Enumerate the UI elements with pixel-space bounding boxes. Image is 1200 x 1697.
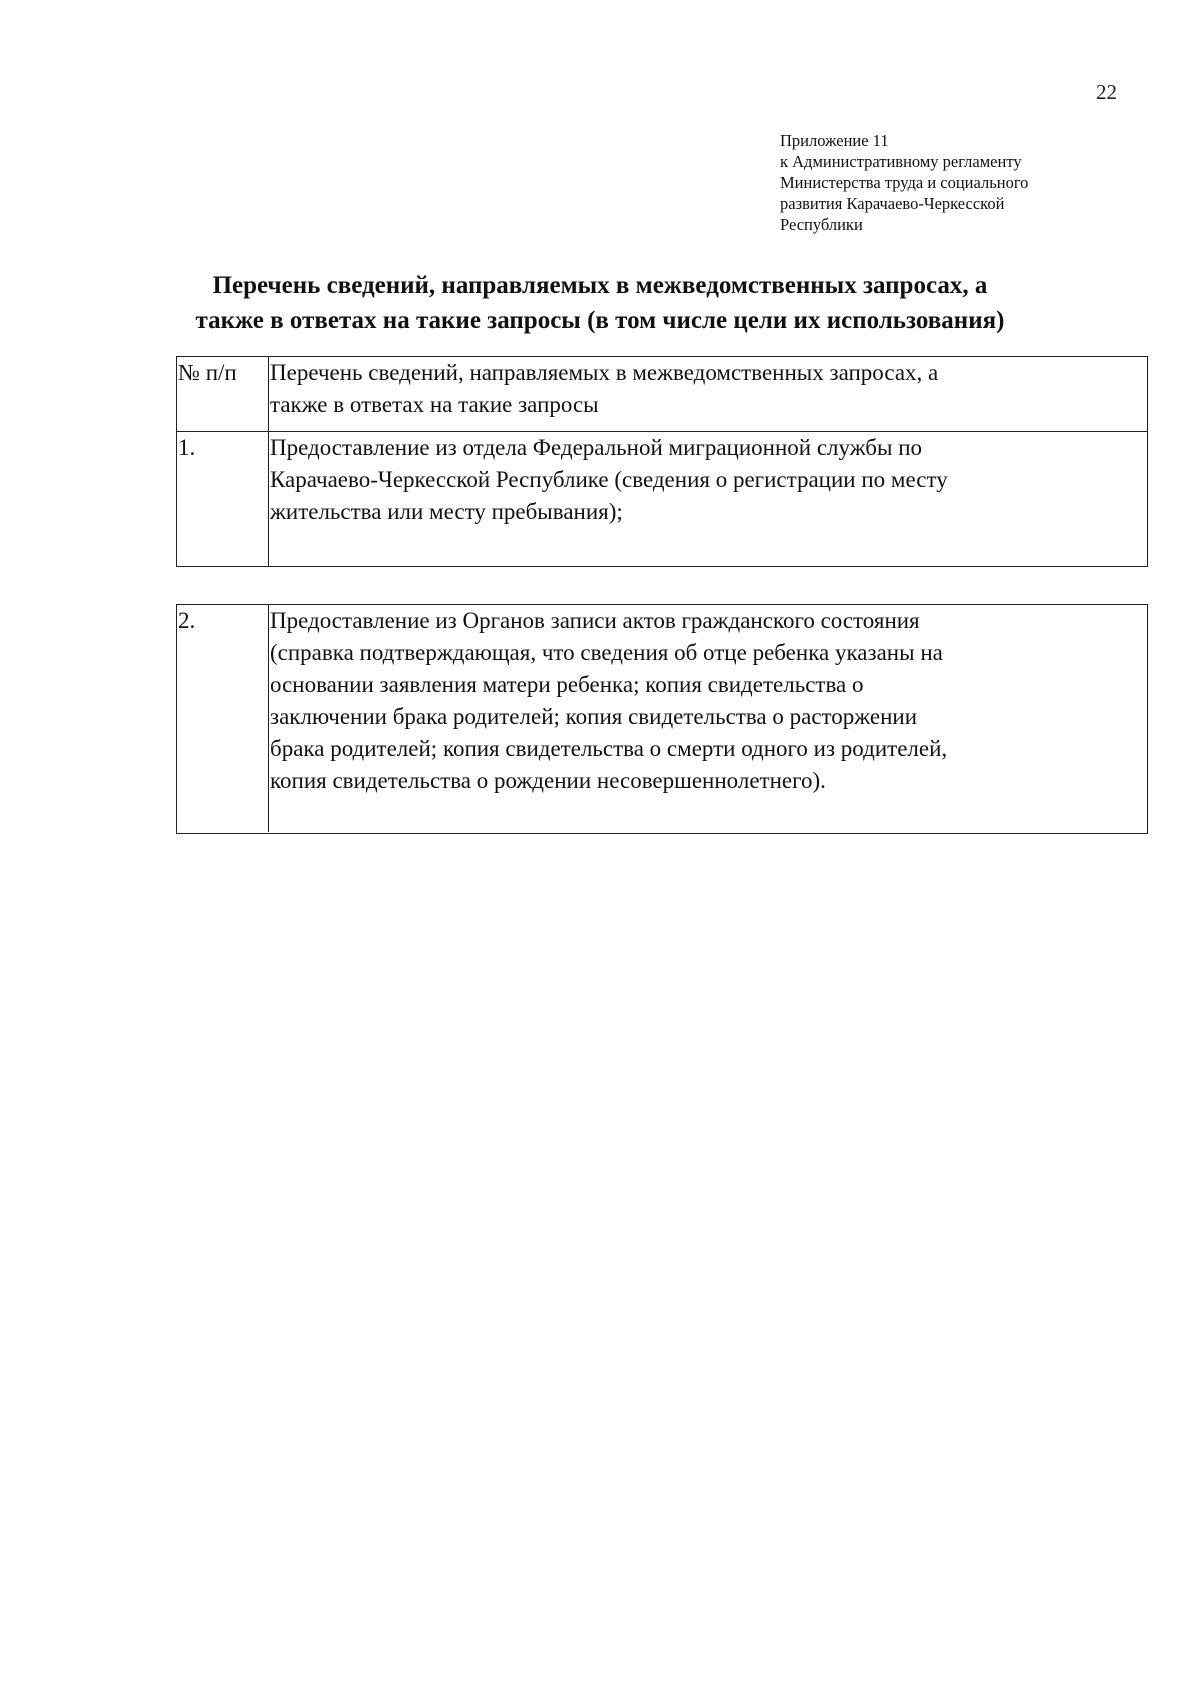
appendix-note xyxy=(780,130,1100,235)
page-number: 22 xyxy=(1096,80,1117,104)
row-text-line: Предоставление из отдела Федеральной миграционной службы по xyxy=(270,435,923,460)
appendix-line: Министерства труда и социального xyxy=(780,173,1029,192)
row-text-line: брака родителей; копия свидетельства о смерти одного из родителей, xyxy=(270,736,948,761)
row-text-line: жительства или месту пребывания); xyxy=(270,499,623,524)
row-num-cell: 2. xyxy=(177,605,269,832)
header-text-cell xyxy=(269,357,1147,431)
header-text-line: Перечень сведений, направляемых в межведомственных запросах, а xyxy=(270,360,939,385)
title-line: Перечень сведений, направляемых в межведомственных запросах, а xyxy=(212,272,988,299)
row-text-line: (справка подтверждающая, что сведения об отце ребенка указаны на xyxy=(270,640,943,665)
table-row xyxy=(177,432,1147,566)
document-title xyxy=(0,268,1200,338)
row-text-line: основании заявления матери ребенка; копия свидетельства о xyxy=(270,672,864,697)
info-table xyxy=(176,356,1148,567)
header-text-line: также в ответах на такие запросы xyxy=(270,392,599,417)
appendix-line: к Административному регламенту xyxy=(780,152,1022,171)
row-text-cell xyxy=(269,605,1147,832)
row-num-cell: 1. xyxy=(177,432,269,566)
row-text-line: Карачаево-Черкесской Республике (сведения о регистрации по месту xyxy=(270,467,948,492)
table-header-row xyxy=(177,357,1147,432)
row-text-line: заключении брака родителей; копия свидетельства о расторжении xyxy=(270,704,918,729)
row-text-line: копия свидетельства о рождении несовершеннолетнего). xyxy=(270,768,826,793)
row-text-cell xyxy=(269,432,1147,566)
info-table-continued xyxy=(176,604,1148,834)
appendix-line: Приложение 11 xyxy=(780,131,889,150)
header-num-cell: № п/п xyxy=(177,357,269,431)
row-text-line: Предоставление из Органов записи актов гражданского состояния xyxy=(270,608,920,633)
title-line: также в ответах на такие запросы (в том числе цели их использования) xyxy=(195,307,1005,334)
appendix-line: развития Карачаево-Черкесской xyxy=(780,194,1005,213)
appendix-line: Республики xyxy=(780,215,863,234)
table-row xyxy=(177,605,1147,832)
